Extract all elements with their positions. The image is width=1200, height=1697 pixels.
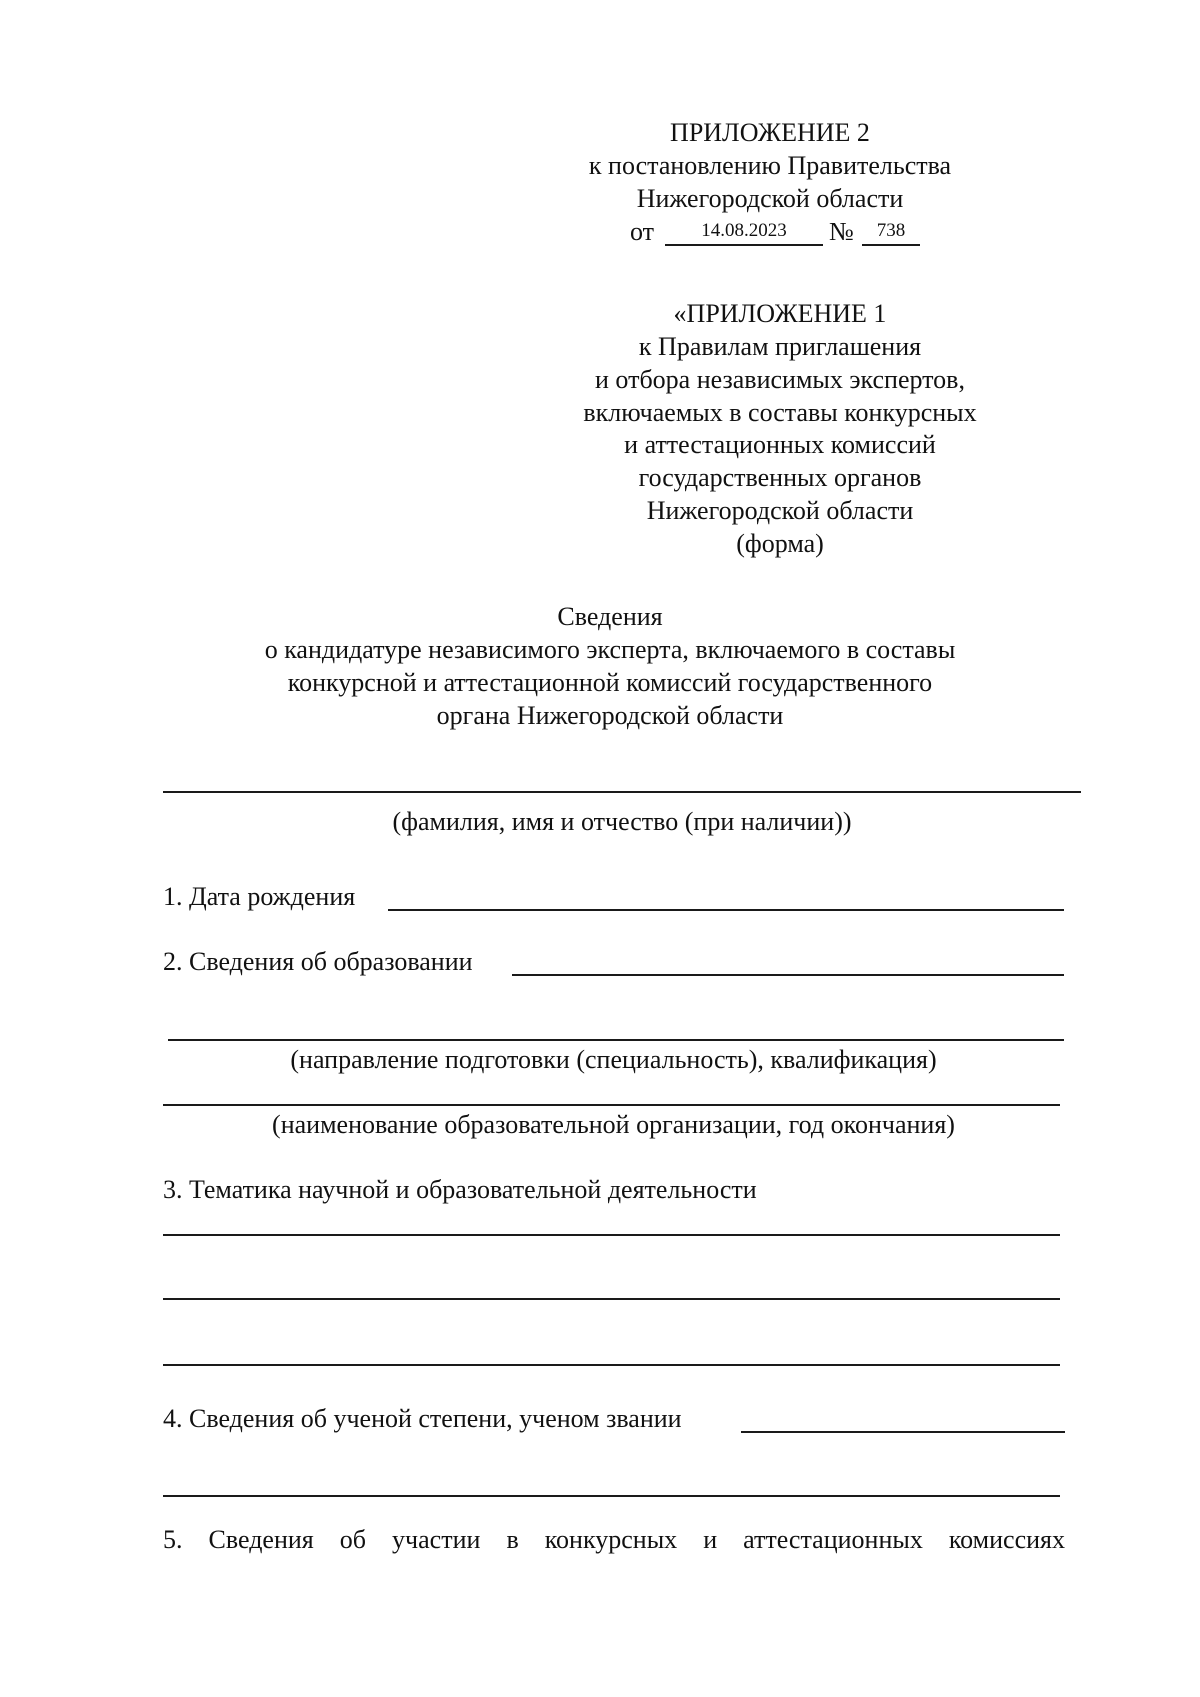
academic-degree-line-2[interactable] — [163, 1495, 1060, 1497]
sub-appendix-line: к Правилам приглашения — [638, 332, 922, 361]
birth-date-field-line[interactable] — [388, 909, 1064, 911]
appendix-decree-line: к постановлению Правительства — [588, 151, 952, 180]
decree-date: 14.08.2023 — [701, 220, 787, 241]
item5-word: участии — [392, 1525, 481, 1554]
birth-date-label: 1. Дата рождения — [163, 882, 356, 911]
academic-degree-field-line[interactable] — [741, 1431, 1065, 1433]
sub-appendix-line: государственных органов — [638, 463, 922, 492]
sub-appendix-line: и отбора независимых экспертов, — [595, 365, 965, 394]
sub-appendix-line: и аттестационных комиссий — [624, 430, 936, 459]
item5-word: Сведения — [208, 1525, 314, 1554]
sub-appendix-line: включаемых в составы конкурсных — [583, 398, 977, 427]
date-prefix: от — [630, 217, 655, 246]
commissions-participation-label — [163, 1527, 1065, 1553]
appendix-title: ПРИЛОЖЕНИЕ 2 — [670, 118, 870, 147]
education-specialty-caption: (направление подготовки (специальность), квалификация) — [290, 1045, 937, 1074]
research-topics-line-2[interactable] — [163, 1298, 1060, 1300]
fio-field-line[interactable] — [163, 791, 1081, 793]
date-underline — [665, 244, 823, 246]
form-heading: Сведения — [557, 602, 663, 631]
sub-appendix-line: Нижегородской области — [646, 496, 914, 525]
form-subtitle-line: о кандидатуре независимого эксперта, включаемого в составы — [264, 635, 956, 664]
item5-word: конкурсных — [544, 1525, 678, 1554]
education-label: 2. Сведения об образовании — [163, 947, 473, 976]
item5-word: 5. — [163, 1525, 183, 1554]
item5-word: в — [506, 1525, 519, 1554]
sub-appendix-title: «ПРИЛОЖЕНИЕ 1 — [673, 299, 887, 328]
education-institution-caption: (наименование образовательной организации, год окончания) — [272, 1110, 955, 1139]
education-specialty-line[interactable] — [168, 1039, 1064, 1041]
form-subtitle-line: конкурсной и аттестационной комиссий государственного — [287, 668, 933, 697]
research-topics-label: 3. Тематика научной и образовательной деятельности — [163, 1175, 757, 1204]
item5-word: аттестационных — [743, 1525, 923, 1554]
form-subtitle-line: органа Нижегородской области — [436, 701, 784, 730]
education-institution-line[interactable] — [163, 1104, 1060, 1106]
item5-word: об — [339, 1525, 367, 1554]
appendix-region-line: Нижегородской области — [636, 184, 904, 213]
number-underline — [862, 244, 920, 246]
item5-word: комиссиях — [948, 1525, 1065, 1554]
decree-number: 738 — [876, 220, 906, 241]
academic-degree-label: 4. Сведения об ученой степени, ученом звании — [163, 1404, 682, 1433]
education-field-line[interactable] — [512, 974, 1064, 976]
research-topics-line-3[interactable] — [163, 1364, 1060, 1366]
research-topics-line-1[interactable] — [163, 1234, 1060, 1236]
fio-caption: (фамилия, имя и отчество (при наличии)) — [392, 807, 852, 836]
item5-word: и — [703, 1525, 718, 1554]
sub-appendix-line: (форма) — [736, 529, 824, 558]
number-sign: № — [829, 217, 854, 246]
